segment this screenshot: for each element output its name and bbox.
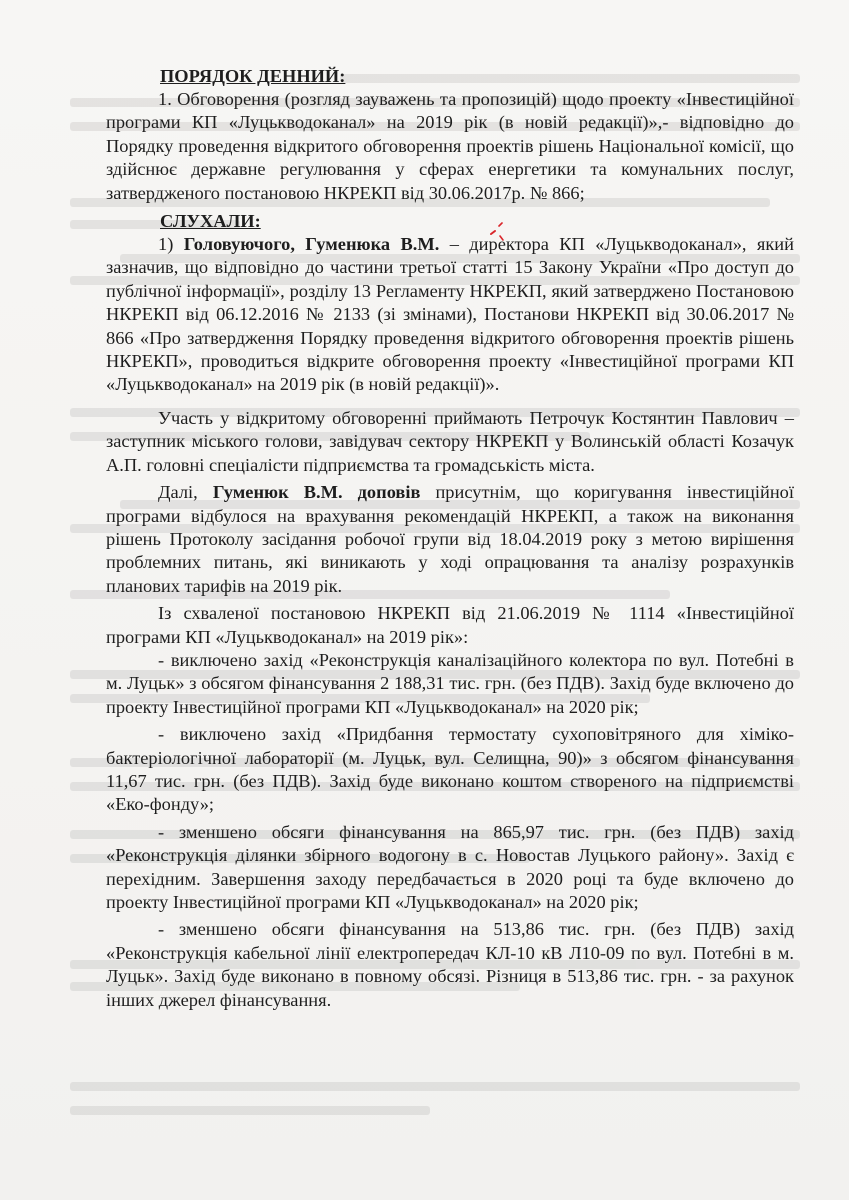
participants-paragraph: Участь у відкритому обговоренні приймають Петрочук Костянтин Павлович – заступник міського голови, завідувач сектору НКРЕКП у Волинській області Козачук А.П. головні спеціалісти підприємства та громадськість міста. bbox=[106, 407, 794, 475]
approved-intro: Із схваленої постановою НКРЕКП від 21.06.2019 № 1114 «Інвестиційної програми КП «Луцькводоканал» на 2019 рік»: bbox=[106, 603, 794, 647]
speaker-name: Головуючого, Гуменюка В.М. bbox=[183, 234, 440, 255]
report-speaker: Гуменюк В.М. доповів bbox=[212, 482, 421, 503]
speaker-paragraph bbox=[106, 233, 794, 397]
change-item-4: - зменшено обсяги фінансування на 513,86 тис. грн. (без ПДВ) захід «Реконструкція кабельної лінії електропередач КЛ-10 кВ Л10-09 по вул. Потебні в м. Луцьк». Захід буде виконано в повному обсязі. Різниця в 513,86 тис. грн. - за рахунок інших джерел фінансування. bbox=[106, 919, 794, 1010]
document-body bbox=[106, 64, 794, 1012]
agenda-item-text: Обговорення (розгляд зауважень та пропозицій) щодо проекту «Інвестиційної програми КП «Луцькводоканал» на 2019 рік (в новій редакції)»,- відповідно до Порядку проведення відкритого обговорення проектів рішень Національної комісії, що здійснює державне регулювання у сферах енергетики та комунальних послуг, затвердженого постановою НКРЕКП від 30.06.2017р. № 866; bbox=[106, 89, 794, 203]
report-text: присутнім, що коригування інвестиційної програми відбулося на врахування рекомендацій НКРЕКП, а також на виконання рішень Протоколу засідання робочої групи від 18.04.2019 року з метою вирішення проблемних питань, які виникають у ході опрацювання та аналізу розрахунків планових тарифів на 2019 рік. bbox=[106, 482, 794, 596]
change-item-2: - виключено захід «Придбання термостату сухоповітряного для хіміко-бактеріологічної лабораторії (м. Луцьк, вул. Селищна, 90)» з обсягом фінансування 11,67 тис. грн. (без ПДВ). Захід буде виконано коштом створеного на підприємстві «Еко-фонду»; bbox=[106, 724, 794, 815]
speaker-text: – директора КП «Луцькводоканал», який зазначив, що відповідно до частини третьої статті 15 Закону України «Про доступ до публічної інформації», розділу 13 Регламенту НКРЕКП, який затверджено Постановою НКРЕКП від 06.12.2016 № 2133 (зі змінами), Постанови НКРЕКП від 30.06.2017 № 866 «Про затвердження Порядку проведення відкритого обговорення проектів рішень НКРЕКП», проводиться відкрите обговорення проекту «Інвестиційної програми КП «Луцькводоканал» на 2019 рік (в новій редакції)». bbox=[106, 234, 794, 395]
change-item-3: - зменшено обсяги фінансування на 865,97 тис. грн. (без ПДВ) захід «Реконструкція ділянки збірного водогону в с. Новостав Луцького району». Захід є перехідним. Завершення заходу передбачається в 2020 році та буде включено до проекту Інвестиційної програми КП «Луцькводоканал» на 2020 рік; bbox=[106, 821, 794, 912]
report-intro: Далі, bbox=[158, 482, 198, 503]
agenda-heading: ПОРЯДОК ДЕННИЙ: bbox=[160, 66, 346, 86]
change-item-1: - виключено захід «Реконструкція каналізаційного колектора по вул. Потебні в м. Луцьк» з обсягом фінансування 2 188,31 тис. грн. (без ПДВ). Захід буде включено до проекту Інвестиційної програми КП «Луцькводоканал» на 2020 рік; bbox=[106, 649, 794, 717]
agenda-item-number: 1. bbox=[158, 89, 172, 109]
heard-heading: СЛУХАЛИ: bbox=[160, 211, 261, 232]
speaker-number: 1) bbox=[158, 234, 174, 255]
report-paragraph bbox=[106, 481, 794, 598]
agenda-item bbox=[106, 88, 794, 205]
